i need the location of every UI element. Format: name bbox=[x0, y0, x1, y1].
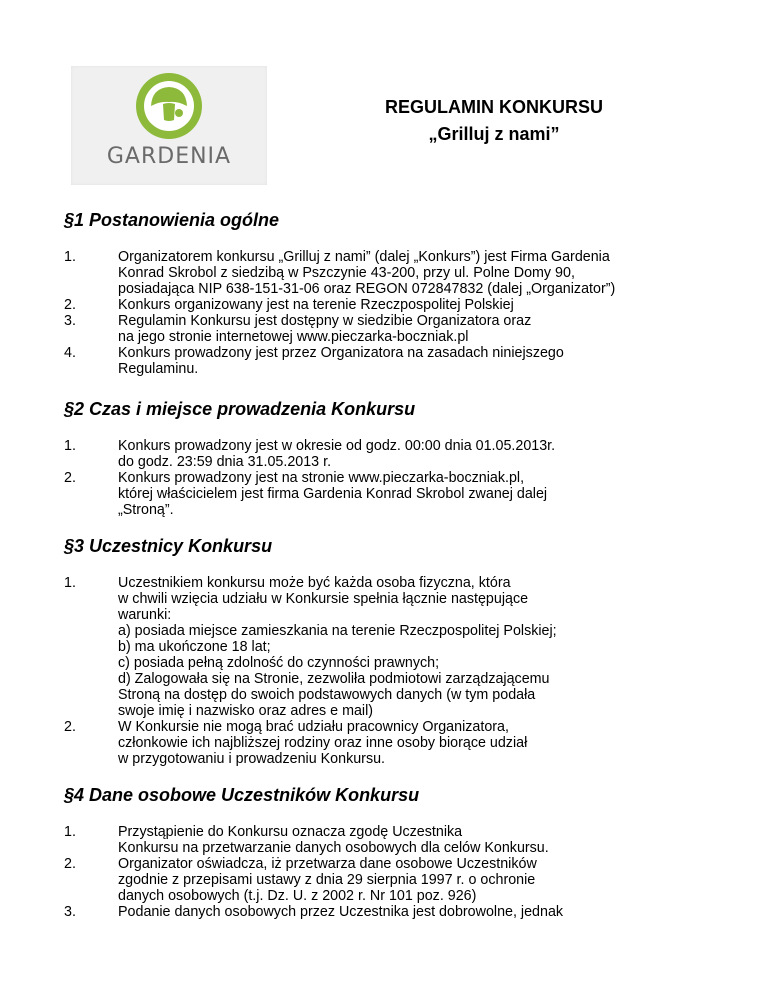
item-line: danych osobowych (t.j. Dz. U. z 2002 r. Nr 101 poz. 926) bbox=[118, 888, 477, 904]
item-line: d) Zalogowała się na Stronie, zezwoliła podmiotowi zarządzającemu bbox=[118, 671, 550, 687]
list-item bbox=[64, 575, 744, 719]
item-line: Uczestnikiem konkursu może być każda osoba fizyczna, która bbox=[118, 575, 511, 591]
item-line: a) posiada miejsce zamieszkania na terenie Rzeczpospolitej Polskiej; bbox=[118, 623, 557, 639]
item-line: zgodnie z przepisami ustawy z dnia 29 sierpnia 1997 r. o ochronie bbox=[118, 872, 536, 888]
item-line: Konkurs organizowany jest na terenie Rzeczpospolitej Polskiej bbox=[118, 297, 514, 313]
list-item bbox=[64, 824, 744, 856]
section-3 bbox=[64, 535, 744, 767]
item-line: której właścicielem jest firma Gardenia Konrad Skrobol zwanej dalej bbox=[118, 486, 548, 502]
section-4 bbox=[64, 784, 744, 920]
item-line: w przygotowaniu i prowadzeniu Konkursu. bbox=[118, 751, 386, 767]
item-line: W Konkursie nie mogą brać udziału pracownicy Organizatora, bbox=[118, 719, 509, 735]
item-number: 2. bbox=[64, 470, 76, 486]
list-item bbox=[64, 904, 744, 920]
item-line: Organizatorem konkursu „Grilluj z nami” (dalej „Konkurs”) jest Firma Gardenia bbox=[118, 249, 610, 265]
item-number: 3. bbox=[64, 904, 76, 920]
item-line: b) ma ukończone 18 lat; bbox=[118, 639, 271, 655]
list-item bbox=[64, 856, 744, 904]
list-item bbox=[64, 719, 744, 767]
item-line: Stroną na dostęp do swoich podstawowych danych (w tym podała bbox=[118, 687, 536, 703]
item-line: Podanie danych osobowych przez Uczestnika jest dobrowolne, jednak bbox=[118, 904, 564, 920]
item-line: Konkursu na przetwarzanie danych osobowych dla celów Konkursu. bbox=[118, 840, 549, 856]
item-line: „Stroną”. bbox=[118, 502, 174, 518]
item-line: na jego stronie internetowej www.pieczarka-boczniak.pl bbox=[118, 329, 469, 345]
item-line: swoje imię i nazwisko oraz adres e mail) bbox=[118, 703, 374, 719]
item-line: Przystąpienie do Konkursu oznacza zgodę Uczestnika bbox=[118, 824, 463, 840]
item-line: Konkurs prowadzony jest w okresie od godz. 00:00 dnia 01.05.2013r. bbox=[118, 438, 556, 454]
item-line: c) posiada pełną zdolność do czynności prawnych; bbox=[118, 655, 440, 671]
item-number: 2. bbox=[64, 856, 76, 872]
item-line: posiadająca NIP 638-151-31-06 oraz REGON 072847832 (dalej „Organizator”) bbox=[118, 281, 616, 297]
item-number: 2. bbox=[64, 297, 76, 313]
list-item bbox=[64, 345, 744, 377]
item-number: 1. bbox=[64, 249, 76, 265]
item-number: 4. bbox=[64, 345, 76, 361]
item-number: 1. bbox=[64, 575, 76, 591]
item-number: 2. bbox=[64, 719, 76, 735]
list-item bbox=[64, 249, 744, 297]
item-line: Konkurs prowadzony jest przez Organizatora na zasadach niniejszego bbox=[118, 345, 564, 361]
item-line: Organizator oświadcza, iż przetwarza dane osobowe Uczestników bbox=[118, 856, 537, 872]
item-line: Regulaminu. bbox=[118, 361, 199, 377]
contest-name: „Grilluj z nami” bbox=[428, 124, 560, 144]
section-heading: §2 Czas i miejsce prowadzenia Konkursu bbox=[64, 399, 416, 419]
section-1 bbox=[64, 209, 744, 377]
item-number: 1. bbox=[64, 438, 76, 454]
item-line: członkowie ich najbliższej rodziny oraz inne osoby biorące udział bbox=[118, 735, 528, 751]
logo-text: GARDENIA bbox=[106, 144, 232, 169]
section-heading: §4 Dane osobowe Uczestników Konkursu bbox=[64, 785, 420, 805]
list-item bbox=[64, 438, 744, 470]
item-line: Konkurs prowadzony jest na stronie www.pieczarka-boczniak.pl, bbox=[118, 470, 525, 486]
list-item bbox=[64, 313, 744, 345]
item-line: warunki: bbox=[118, 607, 172, 623]
section-2 bbox=[64, 398, 744, 518]
document-title: REGULAMIN KONKURSU bbox=[385, 97, 603, 117]
item-number: 3. bbox=[64, 313, 76, 329]
gardenia-logo bbox=[71, 66, 267, 185]
section-heading: §1 Postanowienia ogólne bbox=[64, 210, 280, 230]
item-line: Regulamin Konkursu jest dostępny w siedzibie Organizatora oraz bbox=[118, 313, 532, 329]
section-heading: §3 Uczestnicy Konkursu bbox=[64, 536, 273, 556]
item-number: 1. bbox=[64, 824, 76, 840]
list-item bbox=[64, 470, 744, 518]
item-line: Konrad Skrobol z siedzibą w Pszczynie 43-200, przy ul. Polne Domy 90, bbox=[118, 265, 575, 281]
item-line: do godz. 23:59 dnia 31.05.2013 r. bbox=[118, 454, 332, 470]
item-line: w chwili wzięcia udziału w Konkursie spełnia łącznie następujące bbox=[118, 591, 529, 607]
list-item bbox=[64, 297, 744, 313]
